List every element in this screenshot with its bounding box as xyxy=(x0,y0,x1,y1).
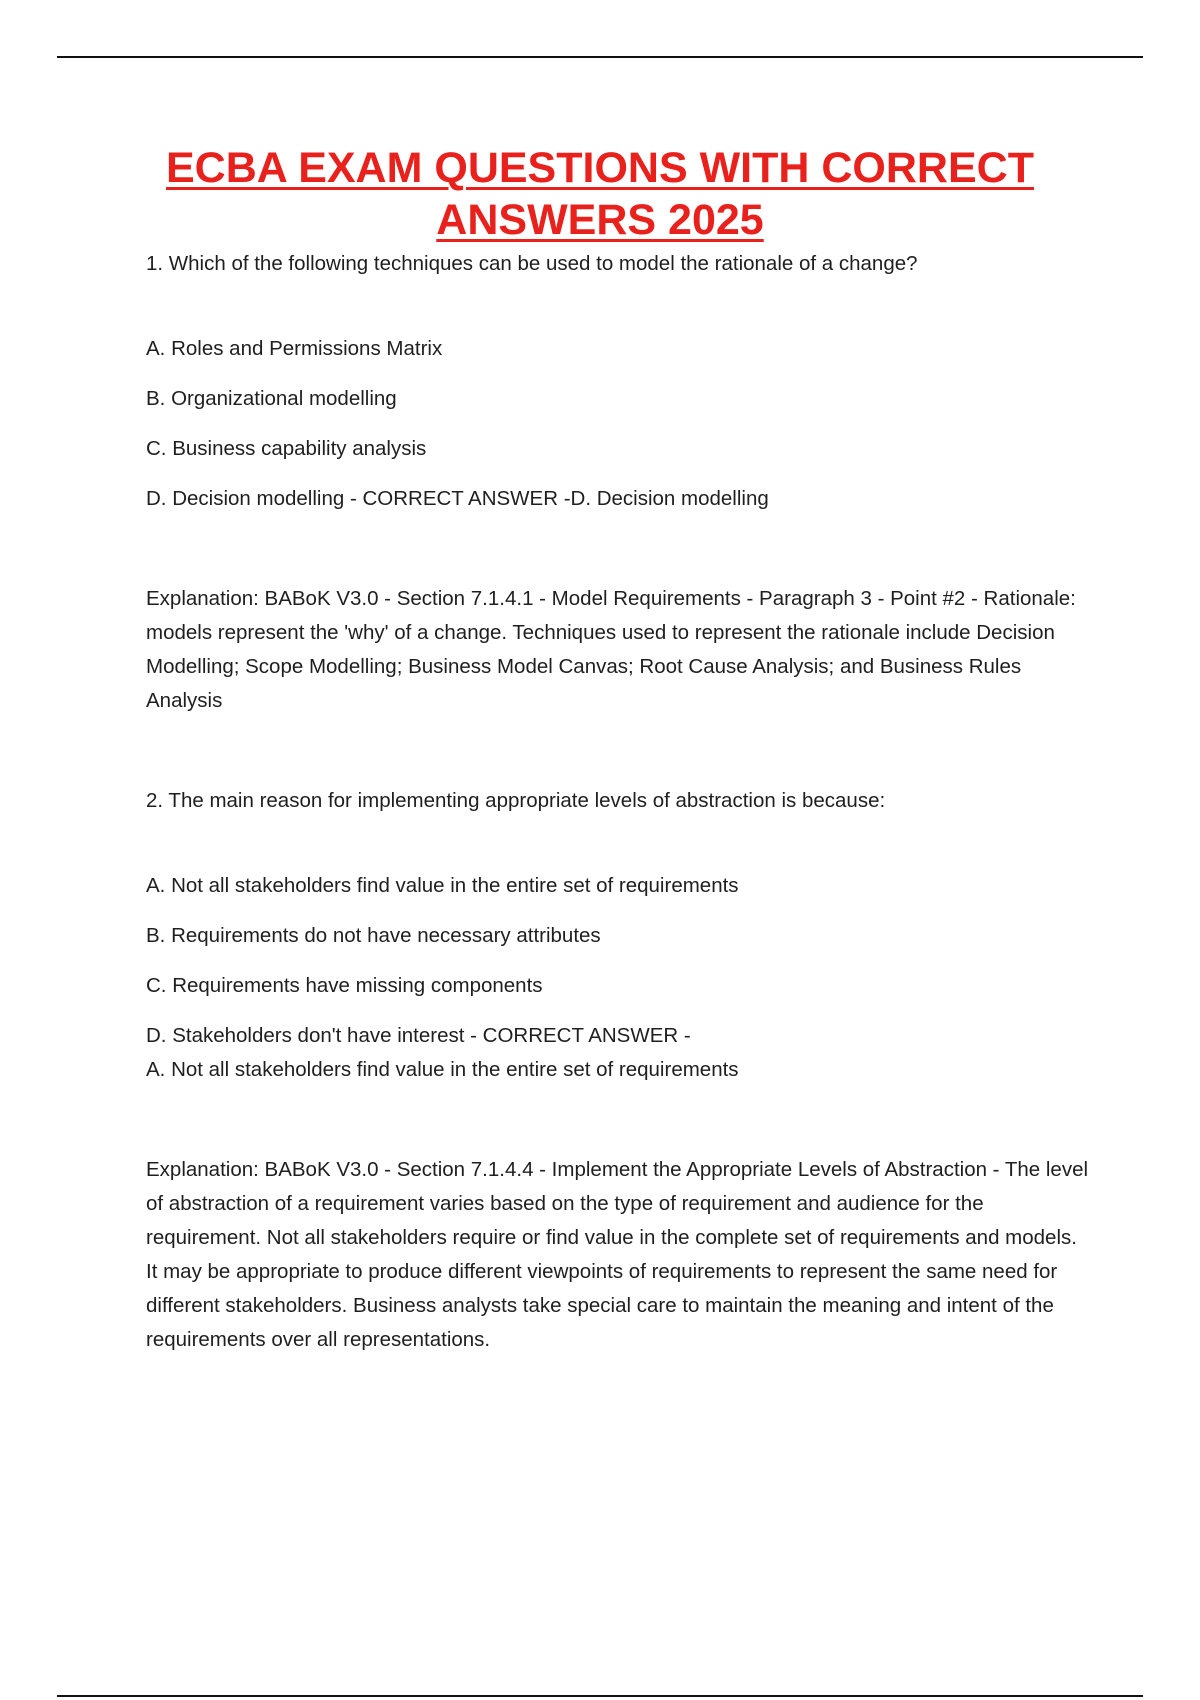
document-title xyxy=(60,142,1140,246)
answer-option-b: B. Organizational modelling xyxy=(146,387,397,410)
question-text: 2. The main reason for implementing appropriate levels of abstraction is because: xyxy=(146,789,886,812)
correct-answer: A. Not all stakeholders find value in the entire set of requirements xyxy=(146,1058,739,1081)
top-rule xyxy=(57,56,1143,58)
question-text: 1. Which of the following techniques can be used to model the rationale of a change? xyxy=(146,252,918,275)
explanation-text: Explanation: BABoK V3.0 - Section 7.1.4.1 - Model Requirements - Paragraph 3 - Point #2 - Rationale: models represent the 'why' of a change. Techniques used to represent the rationale include Decision Modelling; Scope Modelling; Business Model Canvas; Root Cause Analysis; and Business Rules Analysis xyxy=(146,587,1076,712)
answer-option-a: A. Not all stakeholders find value in the entire set of requirements xyxy=(146,874,739,897)
answer-option-d: D. Stakeholders don't have interest - CORRECT ANSWER - xyxy=(146,1024,691,1047)
document-body xyxy=(146,247,1094,1423)
answer-option-a: A. Roles and Permissions Matrix xyxy=(146,337,443,360)
question-1 xyxy=(146,247,1094,718)
answer-option-c: C. Requirements have missing components xyxy=(146,974,543,997)
question-2 xyxy=(146,784,1094,1357)
bottom-rule xyxy=(57,1695,1143,1697)
answer-option-d: D. Decision modelling - CORRECT ANSWER -D. Decision modelling xyxy=(146,487,769,510)
explanation-text: Explanation: BABoK V3.0 - Section 7.1.4.4 - Implement the Appropriate Levels of Abstraction - The level of abstraction of a requirement varies based on the type of requirement and audience for the requirement. Not all stakeholders require or find value in the complete set of requirements and models. It may be appropriate to produce different viewpoints of requirements to represent the same need for different stakeholders. Business analysts take special care to maintain the meaning and intent of the requirements over all representations. xyxy=(146,1158,1089,1351)
answer-option-c: C. Business capability analysis xyxy=(146,437,427,460)
answer-option-b: B. Requirements do not have necessary attributes xyxy=(146,924,601,947)
title-line-1: ECBA EXAM QUESTIONS WITH CORRECT xyxy=(166,144,1034,192)
title-line-2: ANSWERS 2025 xyxy=(436,196,764,244)
